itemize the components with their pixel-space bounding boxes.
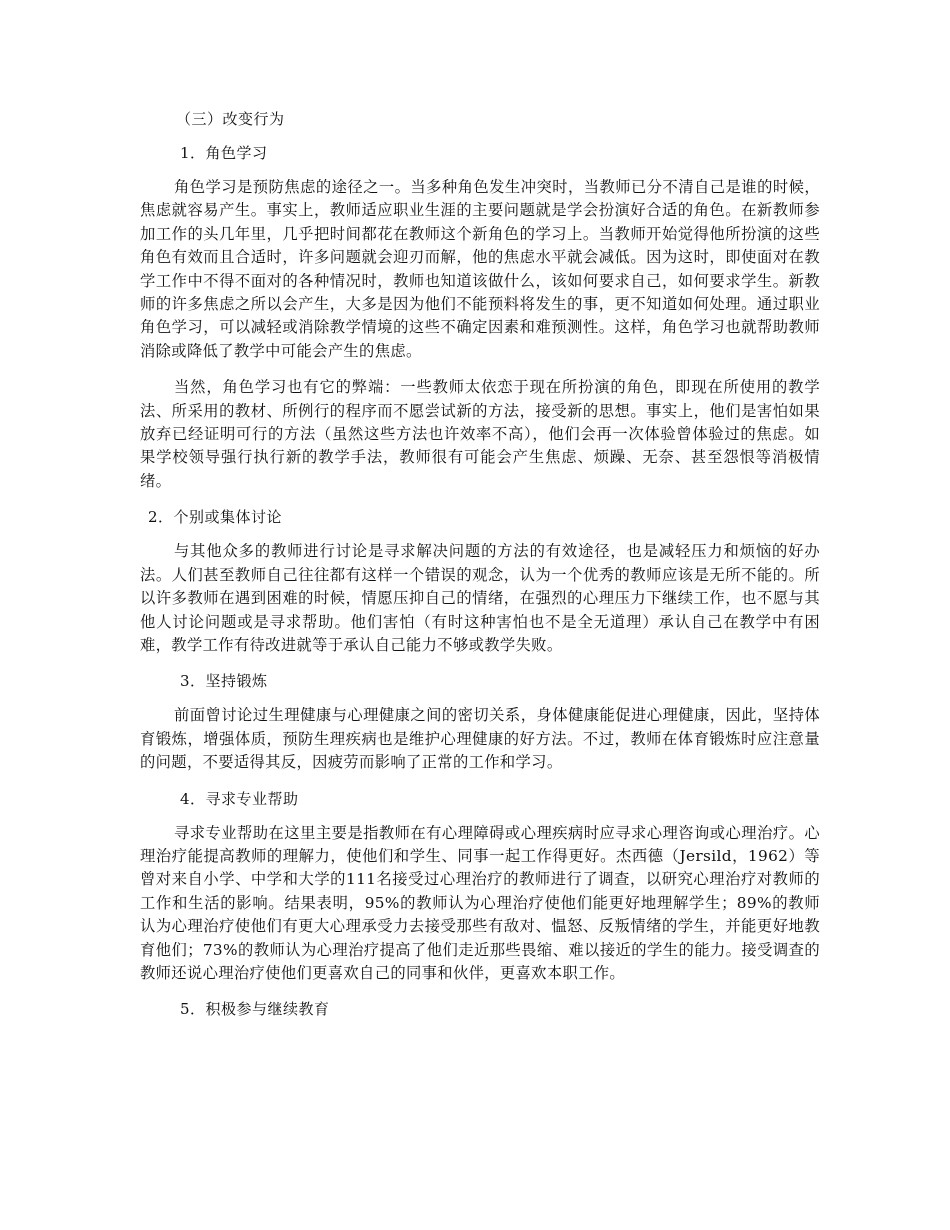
paragraph: 寻求专业帮助在这里主要是指教师在有心理障碍或心理疾病时应寻求心理咨询或心理治疗。心理治疗能提高教师的理解力，使他们和学生、同事一起工作得更好。杰西德（Jersild，1962）等曾对来自小学、中学和大学的111名接受过心理治疗的教师进行了调查，以研究心理治疗对教师的工作和生活的影响。结果表明，95%的教师认为心理治疗使他们能更好地理解学生；89%的教师认为心理治疗使他们有更大心理承受力去接受那些有敌对、愠怒、反叛情绪的学生，并能更好地教育他们；73%的教师认为心理治疗提高了他们走近那些畏缩、难以接近的学生的能力。接受调查的教师还说心理治疗使他们更喜欢自己的同事和伙伴，更喜欢本职工作。	[140, 823, 820, 982]
subsection-heading-professional-help: 4．寻求专业帮助	[180, 789, 299, 808]
document-body	[140, 108, 820, 1032]
subsection-heading-exercise: 3．坚持锻炼	[180, 672, 268, 691]
subsection-heading-role-learning: 1．角色学习	[180, 144, 268, 162]
paragraph: 与其他众多的教师进行讨论是寻求解决问题的方法的有效途径，也是减轻压力和烦恼的好办法。人们甚至教师自己往往都有这样一个错误的观念，认为一个优秀的教师应该是无所不能的。所以许多教师在遇到困难的时候，情愿压抑自己的情绪，在强烈的心理压力下继续工作，也不愿与其他人讨论问题或是寻求帮助。他们害怕（有时这种害怕也不是全无道理）承认自己在教学中有困难，教学工作有待改进就等于承认自己能力不够或教学失败。	[140, 542, 820, 654]
paragraph: 前面曾讨论过生理健康与心理健康之间的密切关系，身体健康能促进心理健康，因此，坚持体育锻炼，增强体质，预防生理疾病也是维护心理健康的好方法。不过，教师在体育锻炼时应注意量的问题，不要适得其反，因疲劳而影响了正常的工作和学习。	[140, 706, 820, 772]
paragraph: 角色学习是预防焦虑的途径之一。当多种角色发生冲突时，当教师已分不清自己是谁的时候，焦虑就容易产生。事实上，教师适应职业生涯的主要问题就是学会扮演好合适的角色。在新教师参加工作的头几年里，几乎把时间都花在教师这个新角色的学习上。当教师开始觉得他所扮演的这些角色有效而且合适时，许多问题就会迎刃而解，他的焦虑水平就会减低。因为这时，即使面对在教学工作中不得不面对的各种情况时，教师也知道该做什么，该如何要求自己，如何要求学生。新教师的许多焦虑之所以会产生，大多是因为他们不能预料将发生的事，更不知道如何处理。通过职业角色学习，可以减轻或消除教学情境的这些不确定因素和难预测性。这样，角色学习也就帮助教师消除或降低了教学中可能会产生的焦虑。	[140, 178, 820, 360]
section-title: （三）改变行为	[176, 110, 285, 128]
subsection-heading-discussion: 2．个别或集体讨论	[148, 508, 283, 527]
subsection-heading-continuing-education: 5．积极参与继续教育	[180, 1000, 330, 1019]
paragraph: 当然，角色学习也有它的弊端：一些教师太依恋于现在所扮演的角色，即现在所使用的教学法、所采用的教材、所例行的程序而不愿尝试新的方法，接受新的思想。事实上，他们是害怕如果放弃已经证明可行的方法（虽然这些方法也许效率不高），他们会再一次体验曾体验过的焦虑。如果学校领导强行执行新的教学手法，教师很有可能会产生焦虑、烦躁、无奈、甚至怨恨等消极情绪。	[140, 378, 820, 490]
